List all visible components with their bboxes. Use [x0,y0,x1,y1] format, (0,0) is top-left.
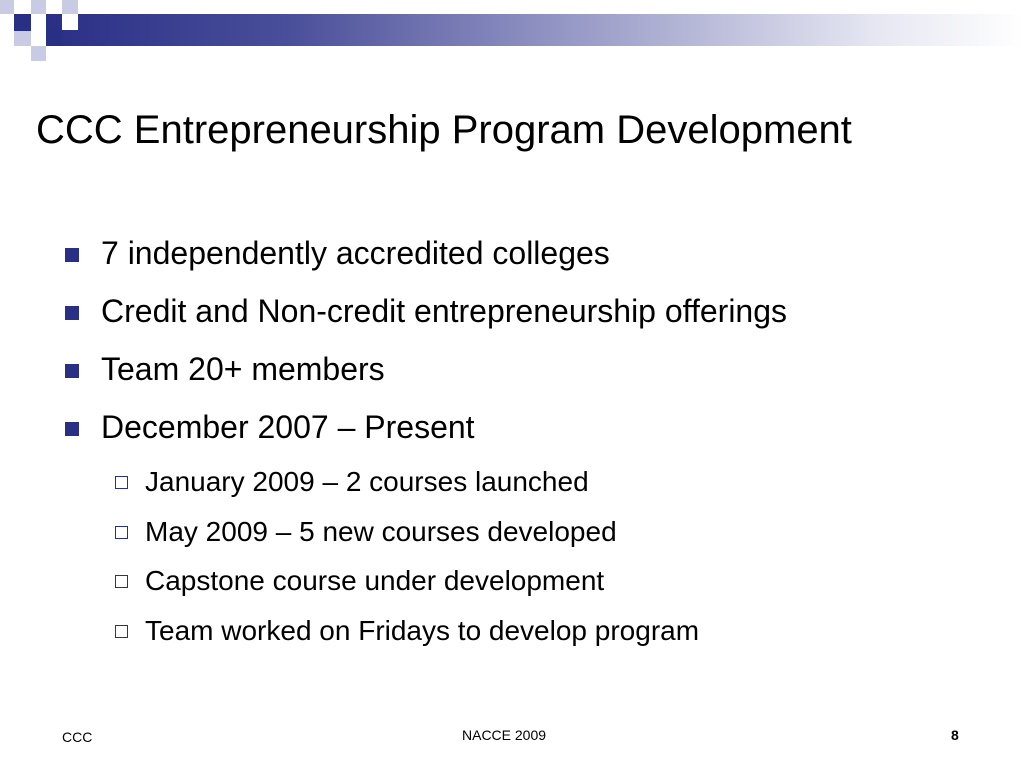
filled-square-bullet-icon [65,422,79,436]
bullet-item [0,228,1024,286]
hollow-square-bullet-icon [115,625,128,638]
bullet-item [0,344,1024,402]
hollow-square-bullet-icon [115,575,128,588]
decor-square [31,46,46,61]
sub-bullet-text: Capstone course under development [145,565,605,596]
filled-square-bullet-icon [65,306,79,320]
sub-bullet-item [0,609,1024,659]
decor-square [14,14,31,31]
decor-square [46,30,62,46]
hollow-square-bullet-icon [115,476,128,489]
sub-bullet-item [0,510,1024,560]
filled-square-bullet-icon [65,364,79,378]
decor-square [62,14,78,30]
sub-bullet-item [0,460,1024,510]
bullet-item [0,402,1024,460]
filled-square-bullet-icon [65,248,79,262]
bullet-item [0,286,1024,344]
slide-page-number: 8 [951,727,959,743]
bullet-text: Team 20+ members [101,351,385,387]
footer-left-text: CCC [62,729,93,745]
sub-bullet-item [0,559,1024,609]
decor-square [31,0,46,14]
bullet-text: 7 independently accredited colleges [101,235,610,271]
hollow-square-bullet-icon [115,526,128,539]
bullet-text: Credit and Non-credit entrepreneurship offerings [101,293,788,329]
sub-bullet-text: May 2009 – 5 new courses developed [145,515,617,547]
sub-bullet-text: January 2009 – 2 courses launched [145,466,589,497]
decor-square [62,0,78,14]
decor-square [0,0,14,14]
bullet-list [0,228,1024,658]
footer-center-text: NACCE 2009 [462,727,547,743]
bullet-text: December 2007 – Present [101,409,475,445]
decor-square [31,14,46,31]
slide-title: CCC Entrepreneurship Program Development [36,108,852,152]
header-gradient-band [46,14,1024,46]
sub-bullet-text: Team worked on Fridays to develop program [145,614,700,646]
decor-square [14,31,31,46]
